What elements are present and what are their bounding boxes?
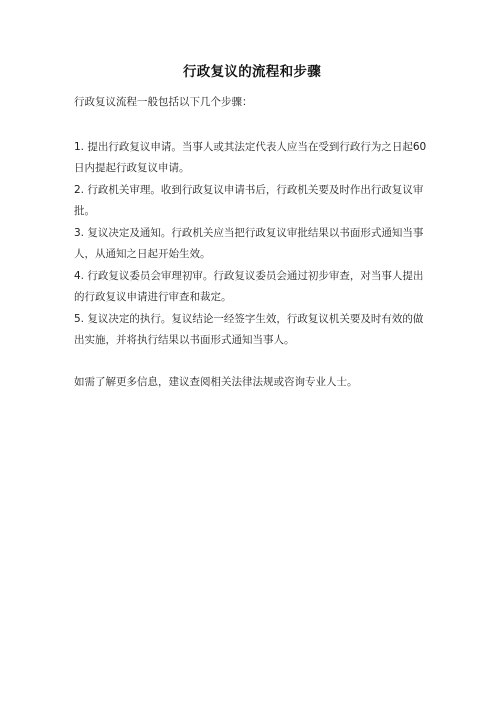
closing-text: 如需了解更多信息，建议查阅相关法律法规或咨询专业人士。 — [74, 376, 358, 388]
step-item: 4. 行政复议委员会审理初审。行政复议委员会通过初步审查，对当事人提出的行政复议申请进行审查和裁定。 — [74, 270, 424, 303]
steps-list — [74, 137, 430, 351]
step-item: 2. 行政机关审理。收到行政复议申请书后，行政机关要及时作出行政复议审批。 — [74, 184, 424, 217]
document-title: 行政复议的流程和步骤 — [183, 64, 321, 80]
step-item: 5. 复议决定的执行。复议结论一经签字生效，行政复议机关要及时有效的做出实施，并将执行结果以书面形式通知当事人。 — [74, 313, 424, 346]
intro-text: 行政复议流程一般包括以下几个步骤： — [74, 96, 253, 108]
step-item: 3. 复议决定及通知。行政机关应当把行政复议审批结果以书面形式通知当事人，从通知之日起开始生效。 — [74, 227, 424, 260]
step-item: 1. 提出行政复议申请。当事人或其法定代表人应当在受到行政行为之日起60日内提起行政复议申请。 — [74, 141, 427, 174]
document-page — [0, 63, 502, 712]
